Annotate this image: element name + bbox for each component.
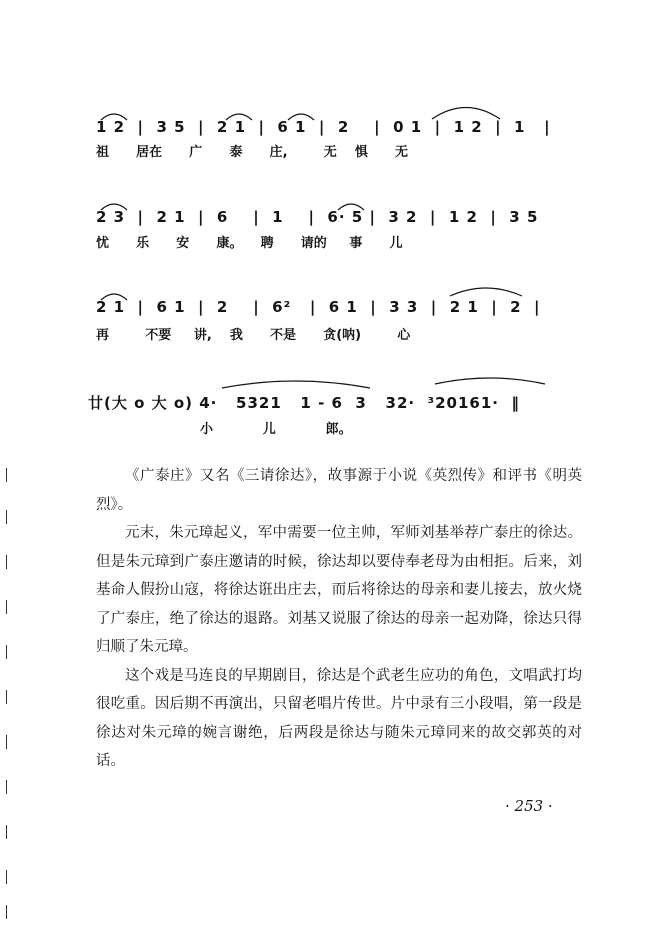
gutter-mark [6,510,7,524]
slur [450,288,522,296]
slur [222,381,370,388]
paragraph: 《广泰庄》又名《三请徐达》，故事源于小说《英烈传》和评书《明英烈》。 [96,468,582,513]
body-text [96,462,582,776]
lyrics-row-4: 小 儿 郎。 [200,422,352,437]
gutter-mark [6,735,7,749]
lyrics-row-2: 忧 乐 安 康。 聘 请的 事 儿 [96,236,403,251]
slur [435,378,545,384]
notation-row-1: 1 2 | 3 5 | 2 1 | 6 1 | 2 | 0 1 | 1 2 | 1 | [96,118,551,136]
gutter-mark [6,870,7,884]
notation-row-3: 2 1 | 6 1 | 2 | 6² | 6 1 | 3 3 | 2 1 | 2 | [96,298,541,316]
page-number: · 253 · [505,797,553,815]
gutter-mark [6,645,7,659]
gutter-mark [6,780,7,794]
lyrics-row-3: 再 不要 讲, 我 不是 贪(呐) 心 [96,328,411,343]
gutter-mark [6,600,7,614]
gutter-mark [6,555,7,569]
paragraph: 元末，朱元璋起义，军中需要一位主帅，军师刘基举荐广泰庄的徐达。但是朱元璋到广泰庄邀请的时候，徐达却以要侍奉老母为由相拒。后来，刘基命人假扮山寇，将徐达诳出庄去，而后将徐达的母亲和妻儿接去，放火烧了广泰庄，绝了徐达的退路。刘基又说服了徐达的母亲一起劝降，徐达只得归顺了朱元璋。 [96,525,582,655]
gutter-mark [6,905,7,919]
gutter-mark [6,825,7,839]
lyrics-row-1: 祖 居在 广 泰 庄, 无 惧 无 [96,145,409,160]
paragraph: 这个戏是马连良的早期剧目，徐达是个武老生应功的角色，文唱武打均很吃重。因后期不再演出，只留老唱片传世。片中录有三小段唱，第一段是徐达对朱元璋的婉言谢绝，后两段是徐达与随朱元璋同来的故交郭英的对话。 [96,667,582,769]
notation-row-4: 廿(大 o 大 o) 4· 5321 1 - 6 3 32· ³20161· ‖ [88,394,520,412]
gutter-mark [6,468,7,482]
notation-row-2: 2 3 | 2 1 | 6 | 1 | 6· 5 | 3 2 | 1 2 | 3 5 [96,208,539,226]
gutter-mark [6,690,7,704]
